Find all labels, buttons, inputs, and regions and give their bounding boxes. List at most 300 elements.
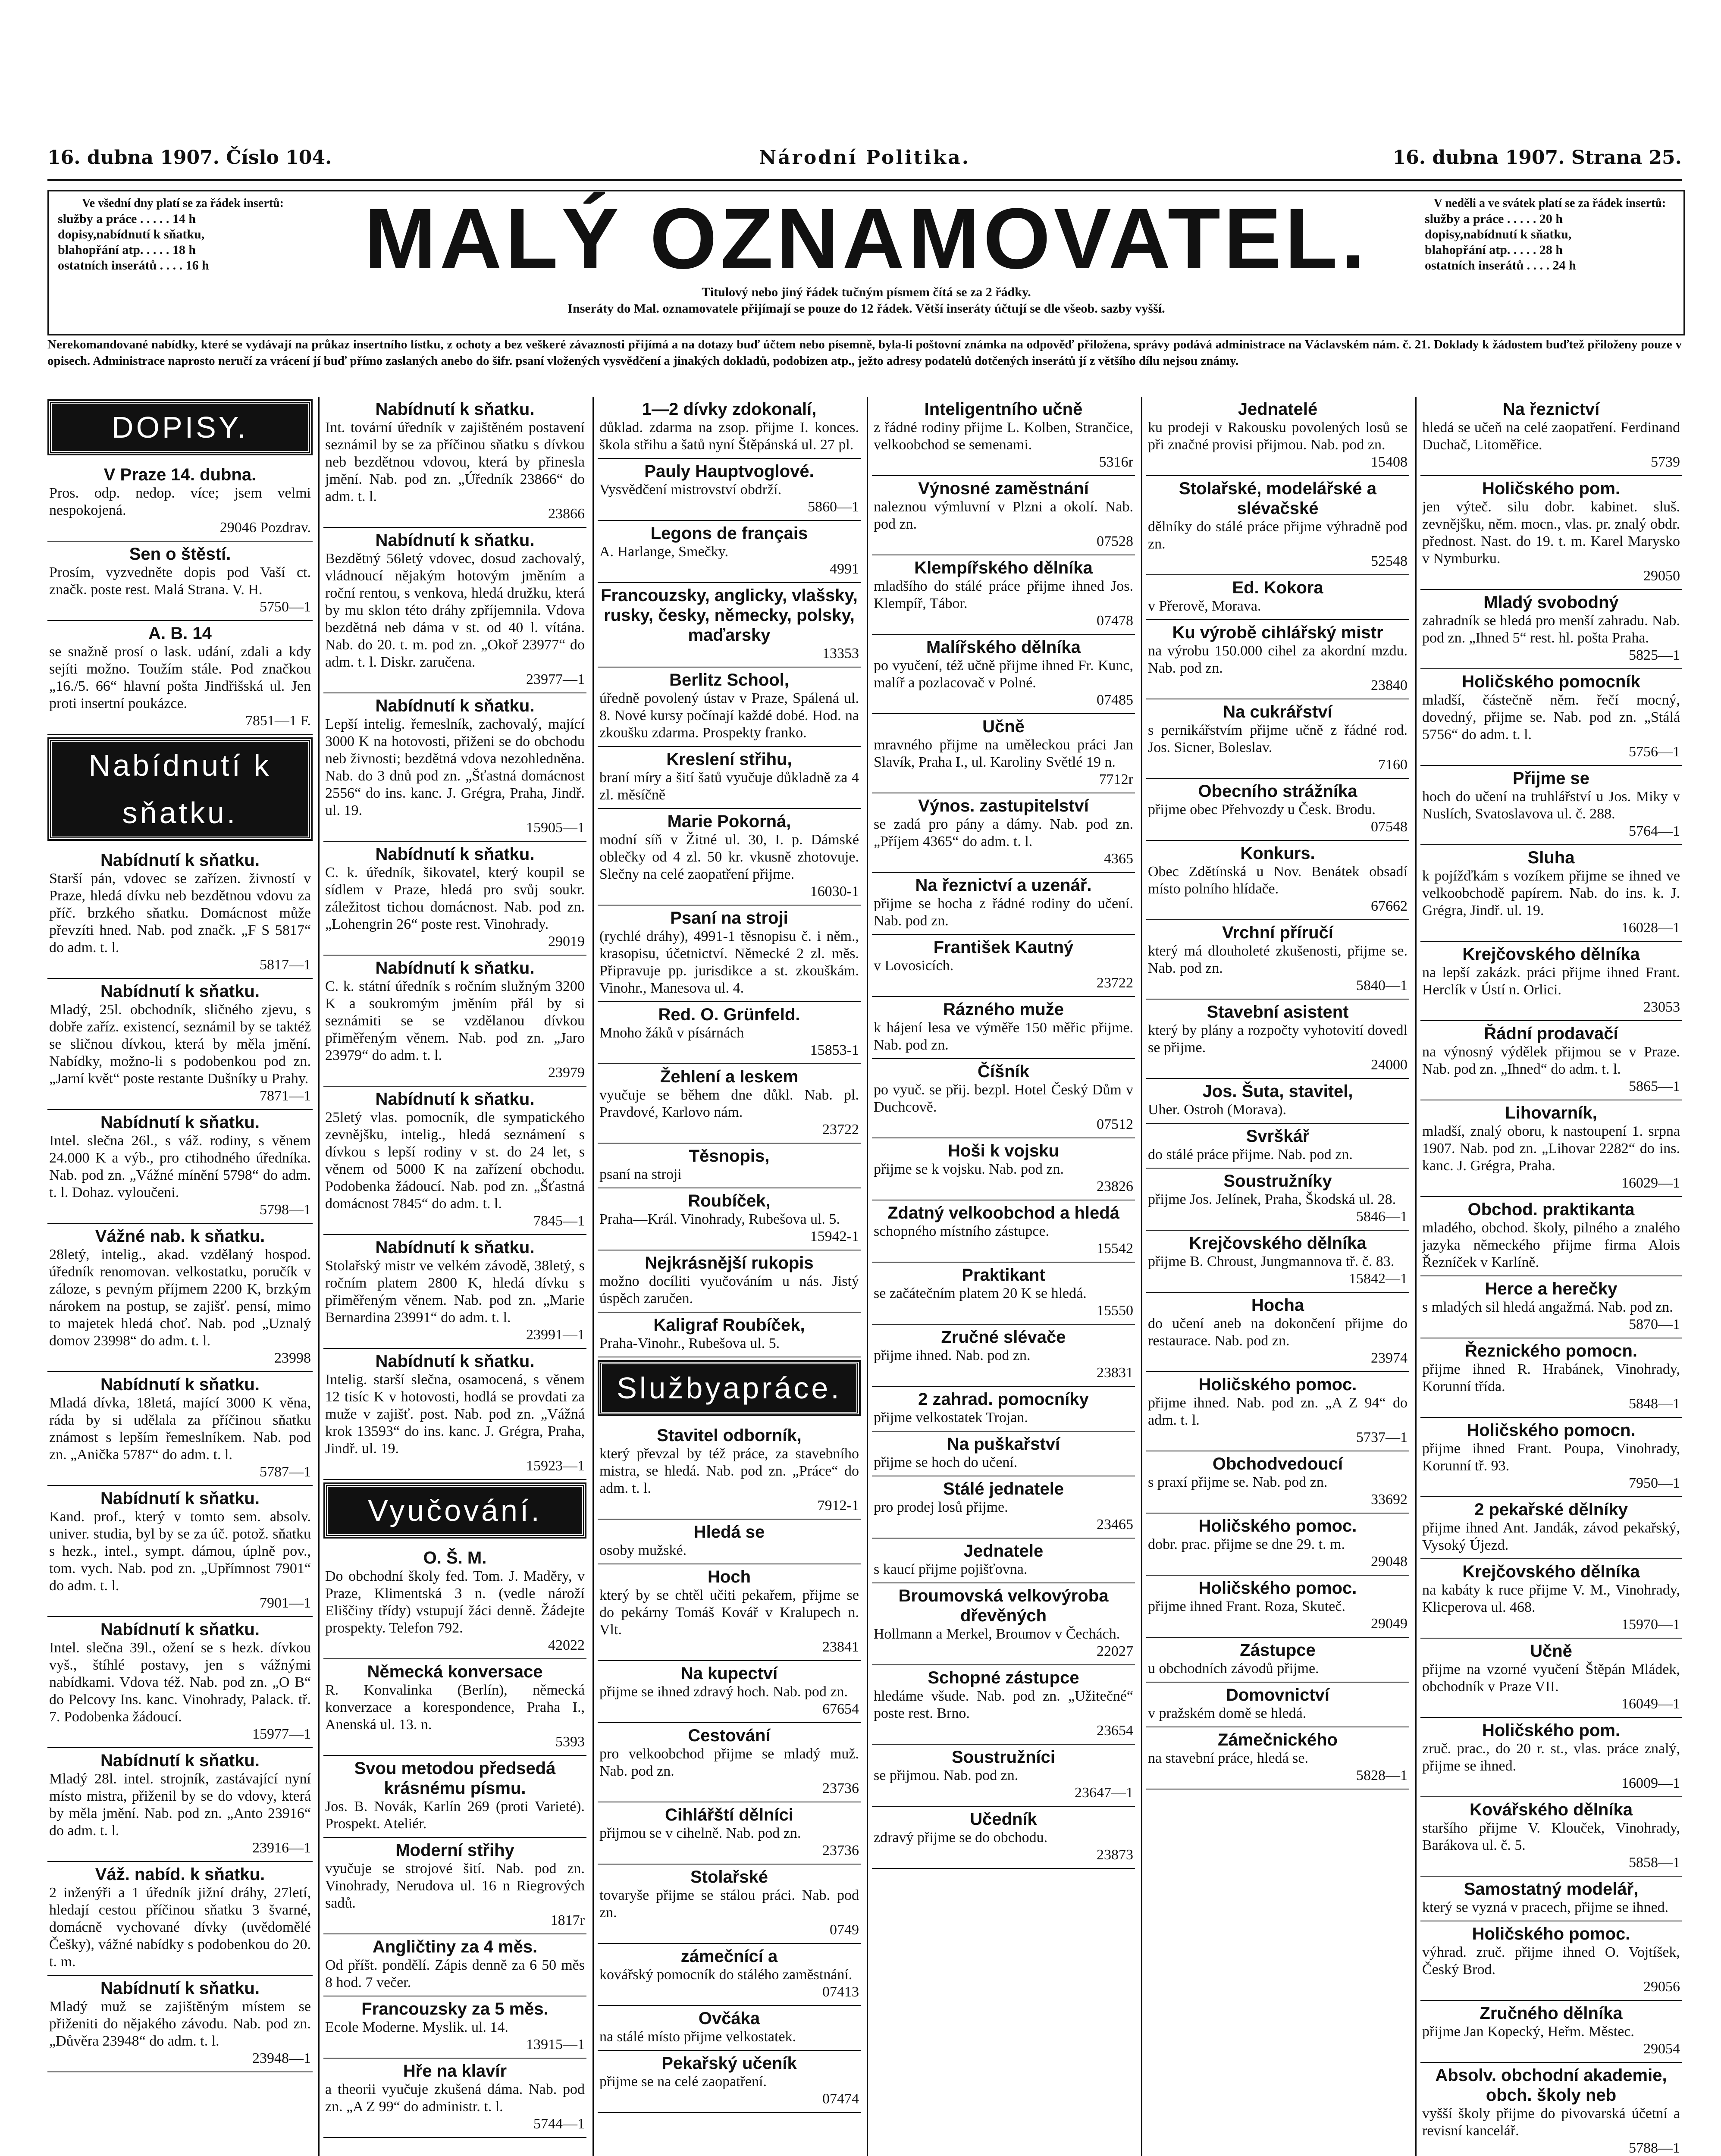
classified-ad bbox=[1146, 1683, 1409, 1727]
ad-heading: Praktikant bbox=[962, 1266, 1045, 1285]
ad-code: 29019 bbox=[548, 934, 585, 950]
classified-ad bbox=[598, 906, 861, 1002]
ad-code: 5858—1 bbox=[1629, 1855, 1680, 1871]
classified-ad bbox=[872, 1539, 1135, 1583]
ad-heading: V Praze 14. dubna. bbox=[103, 465, 257, 484]
ad-heading: Cihlářští dělníci bbox=[665, 1805, 793, 1824]
ad-body: 28letý, intelig., akad. vzdělaný hospod. úředník renomovan. velkostatku, poručík v záloze, s pevným příjmem 2200 K, brzkým nárokem na postup, se zajišť. pensí, mimo to majetek hledá choť. Nab. pod „Uznalý domov 23998“ do adm. t. l. bbox=[49, 1247, 311, 1349]
ad-body: do stálé práce přijme. Nab. pod zn. bbox=[1148, 1147, 1353, 1163]
ad-body: vyučuje se během dne důkl. Nab. pl. Pravdové, Karlovo nám. bbox=[599, 1087, 859, 1120]
classified-ad bbox=[47, 1110, 313, 1224]
ad-heading: Nabídnutí k sňatku. bbox=[100, 1620, 260, 1639]
ad-code: 23722 bbox=[822, 1122, 859, 1138]
ad-body: přijme Jos. Jelínek, Praha, Škodská ul. 28. bbox=[1148, 1191, 1396, 1207]
section-title: MALÝ OZNAMOVATEL. bbox=[364, 191, 1369, 287]
ad-code: 23841 bbox=[822, 1639, 859, 1655]
column-3 bbox=[598, 397, 861, 2156]
section-subtitle bbox=[325, 284, 1408, 317]
ad-body: na stavební práce, hledá se. bbox=[1148, 1750, 1308, 1766]
ad-heading: Konkurs. bbox=[1240, 844, 1315, 863]
ad-code: 16030-1 bbox=[810, 884, 859, 899]
ad-heading: Jednatelé bbox=[1238, 400, 1318, 419]
ad-body: po vyuč. se přij. bezpl. Hotel Český Dům v Duchcově. bbox=[874, 1082, 1133, 1115]
ad-body: k hájení lesa ve výměře 150 měřic přijme. Nab. pod zn. bbox=[874, 1020, 1133, 1053]
ad-code: 5828—1 bbox=[1356, 1767, 1408, 1783]
ad-body: (rychlé dráhy), 4991-1 těsnopisu č. i něm., krasopisu, účetnictví. Německé 2 zl. měs. Připravuje pp. jurisdikce a st. zkouškám. Vinohr., Manesova ul. 4. bbox=[599, 928, 859, 996]
classified-ad bbox=[47, 1748, 313, 1862]
ad-body: přijme se hoch do učení. bbox=[874, 1454, 1018, 1470]
ad-body: přijme se hocha z řádné rodiny do učení. Nab. pod zn. bbox=[874, 896, 1133, 929]
ad-heading: Holičského pomoc. bbox=[1198, 1517, 1357, 1536]
ad-body: na lepší zakázk. práci přijme ihned Frant. Herclík v Ústí n. Orlici. bbox=[1422, 965, 1680, 998]
ad-body: hoch do učení na truhlářství u Jos. Miky v Nuslích, Svatoslavova ul. č. 288. bbox=[1422, 789, 1680, 822]
rate-line: služby a práce . . . . . 20 h bbox=[1425, 212, 1563, 226]
ad-heading: Jednatele bbox=[963, 1542, 1044, 1561]
ad-heading: Kovářského dělníka bbox=[1470, 1800, 1633, 1819]
ad-body: s kaucí přijme pojišťovna. bbox=[874, 1561, 1028, 1577]
ad-body: Uher. Ostroh (Morava). bbox=[1148, 1102, 1287, 1118]
classified-ad bbox=[323, 397, 586, 528]
classified-ad bbox=[1420, 2001, 1682, 2063]
ad-heading: Nejkrásnější rukopis bbox=[645, 1253, 814, 1272]
classified-ad bbox=[598, 397, 861, 459]
ad-body: psaní na stroji bbox=[599, 1166, 682, 1182]
classified-ad bbox=[323, 1756, 586, 1838]
classified-ad bbox=[323, 1838, 586, 1934]
ad-code: 23053 bbox=[1643, 999, 1680, 1015]
section-heading: DOPISY. bbox=[49, 401, 311, 454]
ad-heading: Krejčovského dělníka bbox=[1189, 1234, 1367, 1253]
ad-code: 7912-1 bbox=[817, 1498, 859, 1514]
ad-body: přijme obec Přehvozdy u Česk. Brodu. bbox=[1148, 802, 1376, 818]
ad-body: hledáme všude. Nab. pod zn. „Užitečné“ poste rest. Brno. bbox=[874, 1688, 1133, 1721]
classified-ad bbox=[872, 555, 1135, 635]
ad-heading: Obchod. praktikanta bbox=[1467, 1200, 1635, 1219]
section-heading: Nabídnutí k sňatku. bbox=[49, 739, 311, 839]
ad-heading: 1—2 dívky zdokonalí, bbox=[642, 400, 817, 419]
ad-body: hledá se učeň na celé zaopatření. Ferdinand Duchač, Litoměřice. bbox=[1422, 420, 1680, 453]
header-date-page: 16. dubna 1907. Strana 25. bbox=[1392, 147, 1682, 169]
ad-code: 15923—1 bbox=[526, 1458, 585, 1474]
classified-ad bbox=[1146, 1514, 1409, 1576]
classified-ad bbox=[1420, 1197, 1682, 1276]
administration-notice: Nerekomandované nabídky, které se vydávají na průkaz insertního lístku, z ochoty a bez veškeré závaznosti přijímá a na dotazy buď účtem nebo písemně, byla-li poštovní známka na odpověď přiložena, správy podává administrace na Václavském nám. č. 21. Doklady k žádostem buďtež přiloženy pouze v opisech. Administrace naprosto neručí za vrácení jí buď přímo zaslaných anebo do šifr. psaní vložených vysvědčení a jinakých dokladů, podobizen atp., ježto adresy podatelů dotčených inserátů jí z většího dílu nejsou známy. bbox=[47, 338, 1682, 368]
ad-heading: Učně bbox=[1530, 1642, 1572, 1661]
ad-heading: Klempířského dělníka bbox=[914, 558, 1093, 577]
ad-body: modní síň v Žitné ul. 30, I. p. Dámské oblečky od 4 zl. 50 kr. vkusně zhotovuje. Slečny na celé zaopatření přijme. bbox=[599, 832, 859, 882]
ad-code: 29054 bbox=[1643, 2041, 1680, 2057]
ad-body: na kabáty k ruce přijme V. M., Vinohrady, Klicperova ul. 468. bbox=[1422, 1582, 1680, 1615]
ad-heading: Nabídnutí k sňatku. bbox=[375, 400, 535, 419]
ad-body: přijme se na celé zaopatření. bbox=[599, 2074, 767, 2090]
ad-code: 23647—1 bbox=[1075, 1785, 1133, 1801]
classified-ad bbox=[598, 1064, 861, 1144]
ad-body: C. k. úředník, šikovatel, který koupil se sídlem v Praze, hledá pro svůj soukr. záležitost tichou domácnost. Nab. pod zn. „Lohengrin 26“ poste rest. Vinohrady. bbox=[325, 865, 585, 932]
classified-ad bbox=[598, 2051, 861, 2113]
ad-heading: Absolv. obchodní akademie, obch. školy neb bbox=[1435, 2066, 1667, 2105]
ad-body: a theorii vyučuje zkušená dáma. Nab. pod zn. „A Z 99“ do administr. t. l. bbox=[325, 2081, 585, 2115]
ad-code: 23736 bbox=[822, 1843, 859, 1858]
classified-ad bbox=[323, 1349, 586, 1480]
classified-ad bbox=[323, 842, 586, 956]
ad-body: zdravý přijme se do obchodu. bbox=[874, 1830, 1048, 1846]
ad-heading: Schopné zástupce bbox=[928, 1668, 1079, 1687]
ad-heading: Na cukrářství bbox=[1223, 702, 1332, 721]
classified-ad bbox=[1146, 1169, 1409, 1231]
ad-heading: Vrchní příručí bbox=[1222, 923, 1333, 942]
ad-heading: Soustružníci bbox=[951, 1748, 1056, 1767]
ad-heading: Angličtiny za 4 měs. bbox=[372, 1937, 538, 1956]
ad-code: 5846—1 bbox=[1356, 1209, 1408, 1225]
ad-heading: Malířského dělníka bbox=[926, 638, 1081, 657]
classified-ad bbox=[872, 935, 1135, 997]
ad-heading: Nabídnutí k sňatku. bbox=[100, 982, 260, 1001]
ad-heading: Lihovarník, bbox=[1505, 1103, 1597, 1122]
ad-code: 67654 bbox=[822, 1701, 859, 1717]
ad-heading: Nabídnutí k sňatku. bbox=[100, 1489, 260, 1508]
rate-line: ostatních inserátů . . . . 24 h bbox=[1425, 258, 1576, 273]
ad-code: 5865—1 bbox=[1629, 1078, 1680, 1094]
ad-body: přijme ihned. Nab. pod zn. „A Z 94“ do adm. t. l. bbox=[1148, 1395, 1408, 1428]
ad-heading: Berlitz School, bbox=[669, 671, 789, 689]
ad-heading: Stavební asistent bbox=[1207, 1003, 1349, 1022]
ad-code: 5737—1 bbox=[1356, 1429, 1408, 1445]
classified-ad bbox=[872, 1200, 1135, 1263]
ad-body: přijme B. Chroust, Jungmannova tř. č. 83. bbox=[1148, 1253, 1395, 1269]
ad-body: se zadá pro pány a dámy. Nab. pod zn. „Příjem 4365“ do adm. t. l. bbox=[874, 816, 1133, 849]
ad-body: Intelig. starší slečna, osamocená, s věnem 12 tisíc K v hotovosti, hodlá se provdati za muže v zajišť. post. Nab. pod zn. „Vážná krok 13593“ do ins. kanc. J. Grégra, Praha, Jindř. ul. 19. bbox=[325, 1372, 585, 1457]
ad-heading: Krejčovského dělníka bbox=[1462, 1562, 1640, 1581]
ad-code: 7901—1 bbox=[260, 1595, 311, 1611]
ad-heading: Obecního strážníka bbox=[1198, 782, 1357, 801]
classified-ad bbox=[323, 2059, 586, 2138]
ad-body: přijme na vzorné vyučení Štěpán Mládek, obchodník v Praze VII. bbox=[1422, 1661, 1680, 1695]
ad-heading: Nabídnutí k sňatku. bbox=[100, 1375, 260, 1394]
ad-heading: A. B. 14 bbox=[148, 624, 212, 643]
ad-code: 16029—1 bbox=[1621, 1175, 1680, 1191]
classified-ad bbox=[1146, 1451, 1409, 1514]
ad-heading: Na řeznictví a uzenář. bbox=[915, 876, 1092, 895]
ad-code: 52548 bbox=[1371, 553, 1408, 569]
ad-body: naleznou výmluvní v Plzni a okolí. Nab. pod zn. bbox=[874, 499, 1133, 532]
ad-body: vyučuje se strojové šití. Nab. pod zn. Vinohrady, Nerudova ul. 16 n Riegrových sadů. bbox=[325, 1861, 585, 1911]
ad-code: 42022 bbox=[548, 1637, 585, 1653]
ad-body: k pojížďkám s vozíkem přijme se ihned ve velkoobchodě papírem. Nab. do ins. k. J. Grégra, Jindř. ul. 19. bbox=[1422, 868, 1680, 918]
ad-code: 15905—1 bbox=[526, 820, 585, 836]
ad-code: 23948—1 bbox=[252, 2050, 311, 2066]
classified-ad bbox=[323, 1659, 586, 1756]
ad-body: Vysvědčení mistrovství obdrží. bbox=[599, 482, 782, 498]
ad-body: který by plány a rozpočty vyhotovití dovedl se přijme. bbox=[1148, 1022, 1408, 1056]
ad-heading: Cestování bbox=[688, 1726, 771, 1745]
ad-heading: Holičského pom. bbox=[1482, 479, 1621, 498]
ad-body: přijme velkostatek Trojan. bbox=[874, 1410, 1028, 1426]
ad-code: 23977—1 bbox=[526, 671, 585, 687]
classified-ad bbox=[1146, 476, 1409, 575]
ad-code: 13353 bbox=[822, 646, 859, 661]
classified-ad bbox=[1146, 841, 1409, 920]
ad-code: 5860—1 bbox=[808, 499, 859, 515]
ad-body: Obec Zdětínská u Nov. Benátek obsadí místo polního hlídače. bbox=[1148, 864, 1408, 897]
classified-ad bbox=[1146, 397, 1409, 476]
ad-body: v pražském domě se hledá. bbox=[1148, 1705, 1307, 1721]
rate-line: dopisy,nabídnutí k sňatku, bbox=[1425, 227, 1572, 241]
ad-heading: Kaligraf Roubíček, bbox=[653, 1316, 805, 1335]
classified-ad bbox=[872, 1583, 1135, 1665]
ad-heading: Nabídnutí k sňatku. bbox=[100, 851, 260, 870]
ad-heading: Domovnictví bbox=[1226, 1686, 1330, 1705]
column-5 bbox=[1146, 397, 1409, 2156]
classified-ad bbox=[1146, 1727, 1409, 1789]
ad-body: úředně povolený ústav v Praze, Spálená ul. 8. Nové kursy počínají každé dobé. Hod. na zkoušku zdarma. Prospekty franko. bbox=[599, 690, 859, 741]
ad-code: 23866 bbox=[548, 506, 585, 522]
ad-code: 15970—1 bbox=[1621, 1617, 1680, 1633]
ad-heading: Francouzsky za 5 měs. bbox=[361, 1999, 549, 2018]
ad-body: Prosím, vyzvedněte dopis pod Vaší ct. značk. poste rest. Malá Strana. V. H. bbox=[49, 564, 311, 598]
ad-body: 25letý vlas. pomocník, dle sympatického zevnějšku, intelig., hledá seznámení s dívkou s lepší rodiny v st. do 24 let, s věnem od 5000 K na zařízení obchodu. Podobenka žádoucí. Nab. pod zn. „Šťastná domácnost 7845“ do adm. t. l. bbox=[325, 1109, 585, 1212]
ad-code: 07478 bbox=[1097, 613, 1133, 629]
ad-body: přijme ihned Frant. Poupa, Vinohrady, Korunní tř. 93. bbox=[1422, 1441, 1680, 1474]
ad-body: Hollmann a Merkel, Broumov v Čechách. bbox=[874, 1626, 1120, 1642]
ad-heading: Mladý svobodný bbox=[1483, 593, 1619, 612]
ad-heading: Na kupectví bbox=[680, 1664, 778, 1683]
classified-ad bbox=[598, 1661, 861, 1723]
ad-code: 23916—1 bbox=[252, 1840, 311, 1856]
classified-ad bbox=[872, 1387, 1135, 1432]
ad-body: Lepší intelig. řemeslník, zachovalý, mající 3000 K na hotovosti, přiženi se do obchodu neb živnosti; bezdětná vdova nezohledněna. Nab. do 3 dnů pod zn. „Šťastná domácnost 2556“ do ins. kanc. J. Grégra, Praha, Jindř. ul. 19. bbox=[325, 716, 585, 818]
ad-code: 5870—1 bbox=[1629, 1316, 1680, 1332]
ad-body: přijme se ihned zdravý hoch. Nab. pod zn. bbox=[599, 1684, 848, 1700]
ad-heading: Francouzsky, anglicky, vlašsky, rusky, česky, německy, polsky, maďarsky bbox=[601, 586, 858, 645]
ad-heading: Na puškařství bbox=[947, 1435, 1060, 1454]
ad-body: důklad. zdarma na zsop. přijme I. konces. škola střihu a šatů nyní Štěpánská ul. 27 pl. bbox=[599, 420, 859, 453]
classified-ad bbox=[1420, 1338, 1682, 1418]
classified-ad bbox=[1420, 1497, 1682, 1559]
ad-code: 15542 bbox=[1097, 1241, 1133, 1257]
ad-code: 23998 bbox=[274, 1350, 311, 1366]
subtitle-line: Inseráty do Mal. oznamovatele přijímají se pouze do 12 řádek. Větší inseráty účtují se dle všeob. sazby vyšší. bbox=[567, 301, 1165, 316]
ad-body: přijme Jan Kopecký, Heřm. Městec. bbox=[1422, 2024, 1634, 2040]
classified-ad bbox=[47, 1976, 313, 2072]
ad-code: 23991—1 bbox=[526, 1327, 585, 1343]
ad-heading: Holičského pomocn. bbox=[1467, 1421, 1636, 1440]
classified-ad bbox=[598, 667, 861, 747]
ad-body: Mladý muž se zajištěným místem se přiženiti do nějakého závodu. Nab. pod zn. „Důvěra 23948“ do adm. t. l. bbox=[49, 1999, 311, 2049]
ad-code: 29050 bbox=[1643, 568, 1680, 584]
classified-ad bbox=[323, 1545, 586, 1659]
ad-heading: Hoši k vojsku bbox=[948, 1141, 1059, 1160]
classified-ad bbox=[872, 1745, 1135, 1807]
ad-body: tovaryše přijme se stálou práci. Nab. pod zn. bbox=[599, 1887, 859, 1921]
section-heading: Službyapráce. bbox=[599, 1362, 859, 1414]
ad-body: mladší, částečně něm. řečí mocný, dovedný, přijme se. Nab. pod zn. „Stálá 5756“ do adm. t. l. bbox=[1422, 692, 1680, 743]
ad-code: 07512 bbox=[1097, 1116, 1133, 1132]
column-divider bbox=[1415, 397, 1417, 2156]
ad-heading: Stolařské, modelářské a slévačské bbox=[1179, 479, 1377, 518]
ad-heading: František Kautný bbox=[933, 938, 1074, 957]
ad-body: Intel. slečna 39l., ožení se s hezk. dívkou vyš., štíhlé postavy, jen s vážnými nabídkami. Vdova též. Nab. pod zn. „O B“ do Pelcovy Ins. kanc. Vinohrady, Palack. tř. 7. Podobenka žádoucí. bbox=[49, 1640, 311, 1725]
rate-line: ostatních inserátů . . . . 16 h bbox=[58, 258, 209, 273]
ad-code: 5756—1 bbox=[1629, 744, 1680, 760]
ad-heading: Svou metodou předsedá krásnému písmu. bbox=[354, 1759, 556, 1798]
ad-heading: Holičského pomoc. bbox=[1198, 1375, 1357, 1394]
ad-code: 16009—1 bbox=[1621, 1775, 1680, 1791]
ad-body: R. Konvalinka (Berlín), německá konverzace a korespondence, Praha I., Anenská ul. 13. n. bbox=[325, 1682, 585, 1733]
ad-body: Ecole Moderne. Myslik. ul. 14. bbox=[325, 2019, 508, 2035]
classified-ad bbox=[1420, 1718, 1682, 1797]
ad-code: 7950—1 bbox=[1629, 1475, 1680, 1491]
ad-code: 5739 bbox=[1651, 454, 1680, 470]
classified-ad bbox=[598, 1802, 861, 1865]
classified-ad bbox=[598, 1144, 861, 1188]
column-divider bbox=[592, 397, 594, 2156]
ad-body: Bezdětný 56letý vdovec, dosud zachovalý, vládnoucí nějakým hotovým jměním a roční rentou, s venkova, hledá družku, která by mu sklon této dráhy zpříjemnila. Vdova bezdětná neb dáma v st. od 40 l. vítána. Nab. do 20. t. m. pod zn. „Okoř 23977“ do adm. t. l. Diskr. zaručena. bbox=[325, 551, 585, 670]
ad-body: Pros. odp. nedop. více; jsem velmi nespokojená. bbox=[49, 485, 311, 518]
classified-ad bbox=[1420, 845, 1682, 942]
ad-code: 22027 bbox=[1097, 1643, 1133, 1659]
ad-code: 4365 bbox=[1104, 851, 1133, 867]
ad-body: u obchodních závodů přijme. bbox=[1148, 1661, 1319, 1677]
ad-heading: Přijme se bbox=[1513, 769, 1589, 788]
ad-code: 5825—1 bbox=[1629, 647, 1680, 663]
ad-body: Starší pán, vdovec se zařízen. živností v Praze, hledá dívku neb bezdětnou vdovu za příč. brzkého sňatku. Domácnost může převzíti hned. Nab. pod značk. „F S 5817“ do adm. t. l. bbox=[49, 871, 311, 956]
classified-ad bbox=[1146, 575, 1409, 620]
ad-heading: O. Š. M. bbox=[423, 1548, 487, 1567]
classified-ad bbox=[872, 1665, 1135, 1745]
sunday-rates-heading: V neděli a ve svátek platí se za řádek insertů: bbox=[1433, 197, 1666, 210]
classified-ad bbox=[1146, 699, 1409, 779]
ad-heading: Red. O. Grünfeld. bbox=[658, 1005, 800, 1024]
ad-body: staršího přijme V. Klouček, Vinohrady, Barákova ul. č. 5. bbox=[1422, 1820, 1680, 1853]
ad-heading: Herce a herečky bbox=[1485, 1279, 1618, 1298]
classified-ad bbox=[598, 1564, 861, 1661]
ad-code: 29046 Pozdrav. bbox=[219, 520, 311, 536]
ad-code: 7871—1 bbox=[260, 1088, 311, 1104]
classified-ad bbox=[47, 621, 313, 735]
ad-heading: Nabídnutí k sňatku. bbox=[375, 959, 535, 978]
ad-heading: Nabídnutí k sňatku. bbox=[375, 1238, 535, 1257]
ad-heading: Nabídnutí k sňatku. bbox=[375, 531, 535, 550]
ad-body: který se vyzná v pracech, přijme se ihned. bbox=[1422, 1899, 1669, 1915]
ad-heading: Váž. nabíd. k sňatku. bbox=[95, 1865, 265, 1884]
ad-heading: Žehlení a leskem bbox=[660, 1067, 799, 1086]
ad-heading: Nabídnutí k sňatku. bbox=[375, 1352, 535, 1371]
classified-ad bbox=[1420, 476, 1682, 590]
ad-body: který má dlouholeté zkušenosti, přijme se. Nab. pod zn. bbox=[1148, 943, 1408, 976]
classified-ad bbox=[323, 1235, 586, 1349]
ad-code: 15977—1 bbox=[252, 1726, 311, 1742]
ad-heading: Krejčovského dělníka bbox=[1462, 945, 1640, 964]
ad-heading: Sluha bbox=[1527, 848, 1575, 867]
ad-code: 15942-1 bbox=[810, 1228, 859, 1244]
classified-ad bbox=[872, 1138, 1135, 1200]
ad-body: přijme ihned Frant. Roza, Skuteč. bbox=[1148, 1598, 1345, 1614]
classified-ad bbox=[1420, 1797, 1682, 1877]
classified-ad bbox=[1420, 1418, 1682, 1497]
ad-body: se začátečním platem 20 K se hledá. bbox=[874, 1285, 1087, 1301]
ad-body: s mladých sil hledá angažmá. Nab. pod zn. bbox=[1422, 1299, 1673, 1315]
ad-code: 7851—1 F. bbox=[245, 713, 311, 729]
classified-ad bbox=[598, 521, 861, 583]
ad-body: jen výteč. silu dobr. kabinet. sluš. zevnějšku, něm. mocn., vlas. pr. znalý obdr. přednost. Nast. do 19. t. m. Karel Marysko v Nymburku. bbox=[1422, 499, 1680, 567]
classified-ad bbox=[47, 979, 313, 1110]
classified-ad bbox=[598, 1723, 861, 1802]
ad-body: Stolařský mistr ve velkém závodě, 38letý, s ročním platem 2800 K, hledá dívku s přiměřeným věnem. Nab. pod zn. „Marie Bernardina 23991“ do adm. t. l. bbox=[325, 1258, 585, 1326]
classified-ad bbox=[872, 1807, 1135, 1869]
rate-line: dopisy,nabídnutí k sňatku, bbox=[58, 227, 205, 241]
ad-code: 5840—1 bbox=[1356, 978, 1408, 993]
ad-heading: Hocha bbox=[1251, 1296, 1304, 1315]
ad-body: přijme ihned Ant. Jandák, závod pekařský, Vysoký Újezd. bbox=[1422, 1520, 1680, 1553]
ad-heading: Stolařské bbox=[690, 1868, 768, 1887]
classified-ad bbox=[47, 1372, 313, 1486]
ad-code: 33692 bbox=[1371, 1492, 1408, 1507]
classified-ad bbox=[323, 1087, 586, 1235]
header-date-issue: 16. dubna 1907. Číslo 104. bbox=[47, 147, 332, 169]
ad-heading: Hře na klavír bbox=[403, 2062, 507, 2081]
classified-ad bbox=[872, 476, 1135, 555]
classified-ad bbox=[872, 1476, 1135, 1539]
ad-code: 5788—1 bbox=[1629, 2140, 1680, 2156]
classified-ad bbox=[1420, 766, 1682, 845]
ad-code: 23840 bbox=[1371, 677, 1408, 693]
ad-heading: Těsnopis, bbox=[689, 1147, 770, 1166]
ad-heading: Zručné slévače bbox=[941, 1328, 1066, 1347]
ad-code: 1817r bbox=[550, 1912, 585, 1928]
column-2 bbox=[323, 397, 586, 2156]
ad-code: 16028—1 bbox=[1621, 920, 1680, 936]
page-header bbox=[47, 147, 1682, 177]
ad-body: kovářský pomocník do stálého zaměstnání. bbox=[599, 1967, 853, 1983]
classified-ad bbox=[872, 397, 1135, 476]
ad-body: s pernikářstvím přijme učně z řádné rod. Jos. Sicner, Boleslav. bbox=[1148, 722, 1408, 755]
rate-line: blahopřání atp. . . . . 28 h bbox=[1425, 243, 1563, 257]
ad-body: který převzal by též práce, za stavebního mistra, se hledá. Nab. pod zn. „Práce“ do adm. t. l. bbox=[599, 1446, 859, 1496]
column-divider bbox=[318, 397, 320, 2156]
ad-code: 23722 bbox=[1097, 975, 1133, 991]
classified-ad bbox=[1146, 1231, 1409, 1293]
ad-body: dělníky do stálé práce přijme výhradně pod zn. bbox=[1148, 519, 1408, 552]
ad-heading: Jos. Šuta, stavitel, bbox=[1202, 1082, 1353, 1101]
classified-ad bbox=[1146, 1576, 1409, 1638]
classified-ad bbox=[47, 1617, 313, 1748]
ad-code: 5393 bbox=[555, 1734, 585, 1750]
classified-ad bbox=[872, 1263, 1135, 1325]
ad-code: 23831 bbox=[1097, 1365, 1133, 1381]
ad-body: zahradník se hledá pro menší zahradu. Nab. pod zn. „Ihned 5“ rest. hl. pošta Praha. bbox=[1422, 613, 1680, 646]
ad-body: Do obchodní školy fed. Tom. J. Maděry, v Praze, Klimentská 3 n. (vedle nároží Eliščiny třídy) vstupují žáci denně. Žádejte prospekty. Telefon 792. bbox=[325, 1568, 585, 1636]
ad-body: výhrad. zruč. přijme ihned O. Vojtíšek, Český Brod. bbox=[1422, 1944, 1680, 1977]
ad-heading: Výnos. zastupitelství bbox=[918, 796, 1089, 815]
ad-heading: Číšník bbox=[977, 1062, 1030, 1081]
classified-ad bbox=[47, 1862, 313, 1976]
ad-body: Mladý 28l. intel. strojník, zastávající nyní místo mistra, přiženil by se do vdovy, která by měla jmění. Nab. pod zn. „Anto 23916“ do adm. t. l. bbox=[49, 1771, 311, 1839]
ad-body: se přijmou. Nab. pod zn. bbox=[874, 1767, 1019, 1783]
ad-body: Mladý, 25l. obchodník, sličného zjevu, s dobře zaříz. existencí, seznámil by se taktéž se sličnou dívkou, která by měla jmění. Nabídky, možno-li s podobenkou pod zn. „Jarní květ“ poste restante Dušníky u Prahy. bbox=[49, 1002, 311, 1087]
subtitle-line: Titulový nebo jiný řádek tučným písmem čítá se za 2 řádky. bbox=[702, 285, 1031, 299]
ad-code: 23654 bbox=[1097, 1723, 1133, 1739]
ad-body: mladší, znalý oboru, k nastoupení 1. srpna 1907. Nab. pod zn. „Lihovar 2282“ do ins. kanc. J. Grégra, Praha. bbox=[1422, 1123, 1680, 1174]
ad-body: přijme ihned. Nab. pod zn. bbox=[874, 1348, 1031, 1363]
ad-body: mravného přijme na uměleckou práci Jan Slavík, Praha I., ul. Karoliny Světlé 19 n. bbox=[874, 737, 1133, 770]
ad-heading: Učedník bbox=[970, 1810, 1037, 1829]
ad-heading: Zástupce bbox=[1240, 1641, 1316, 1660]
classified-ad bbox=[1146, 1079, 1409, 1124]
classified-ad bbox=[1146, 1293, 1409, 1372]
ad-heading: Pekařský učeník bbox=[661, 2054, 797, 2073]
classified-ad bbox=[598, 1313, 861, 1357]
ad-body: Mladá dívka, 18letá, mající 3000 K věna, ráda by si udělala za příčinou sňatku známost s lepším řemeslníkem. Nab. pod zn. „Anička 5787“ do adm. t. l. bbox=[49, 1395, 311, 1463]
